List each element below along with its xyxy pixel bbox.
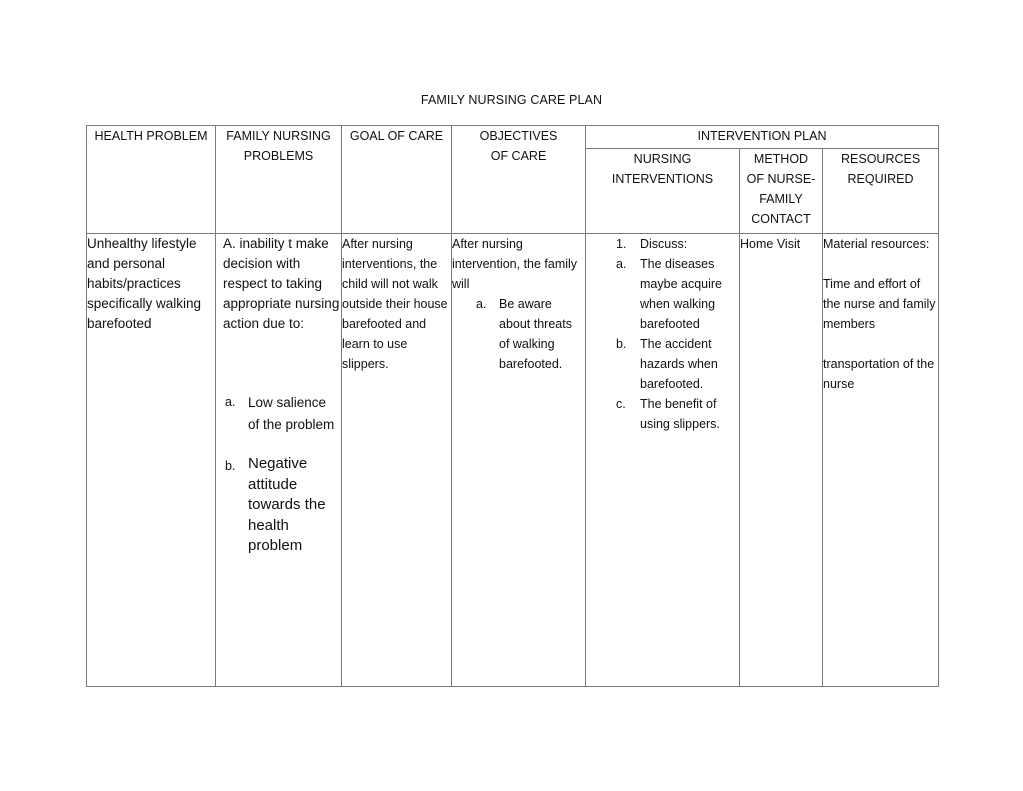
list-item: Time and effort of the nurse and family members: [823, 277, 936, 331]
header-row: [87, 126, 939, 149]
header-objectives-of-care: OBJECTIVES OF CARE: [452, 126, 586, 234]
list-item: b. Negative attitude towards the health problem: [225, 455, 326, 554]
resources-required-cell: Material resources: Time and effort of the nurse and family members transportation of the nurse: [823, 234, 939, 687]
list-item: a. Be aware about threats of walking barefooted.: [476, 297, 572, 371]
nursing-interventions-cell: [586, 234, 740, 687]
list-item: a. The diseases maybe acquire when walking barefooted: [616, 257, 722, 331]
objectives-of-care-cell: After nursing intervention, the family will a. Be aware about threats of walking barefooted.: [452, 234, 586, 687]
header-method-of-contact: METHOD OF NURSE-FAMILY CONTACT: [740, 149, 823, 234]
header-nursing-interventions: NURSING INTERVENTIONS: [586, 149, 740, 234]
header-health-problem: HEALTH PROBLEM: [87, 126, 216, 234]
list-item: c. The benefit of using slippers.: [616, 397, 720, 431]
document-title: FAMILY NURSING CARE PLAN: [420, 93, 603, 107]
list-item: transportation of the nurse: [823, 357, 935, 391]
table-row: [87, 234, 939, 687]
list-item: b. The accident hazards when barefooted.: [616, 337, 718, 391]
family-nursing-problem-cell: A. inability t make decision with respect to taking appropriate nursing action due to: a. Low salience of the problem b. Negative attitude towards the health problem: [216, 234, 342, 687]
header-goal-of-care: GOAL OF CARE: [342, 126, 452, 234]
health-problem-cell: Unhealthy lifestyle and personal habits/practices specifically walking barefooted: [87, 234, 216, 687]
goal-of-care-cell: After nursing interventions, the child will not walk outside their house barefooted and learn to use slippers.: [342, 234, 452, 687]
list-item: a. Low salience of the problem: [225, 395, 335, 432]
list-item: 1. Discuss:: [616, 237, 688, 251]
header-family-nursing-problems: FAMILY NURSING PROBLEMS: [216, 126, 342, 234]
care-plan-table: [86, 125, 939, 687]
header-intervention-plan: INTERVENTION PLAN: [586, 126, 939, 149]
method-of-contact-cell: Home Visit: [740, 234, 823, 687]
header-resources-required: RESOURCES REQUIRED: [823, 149, 939, 234]
